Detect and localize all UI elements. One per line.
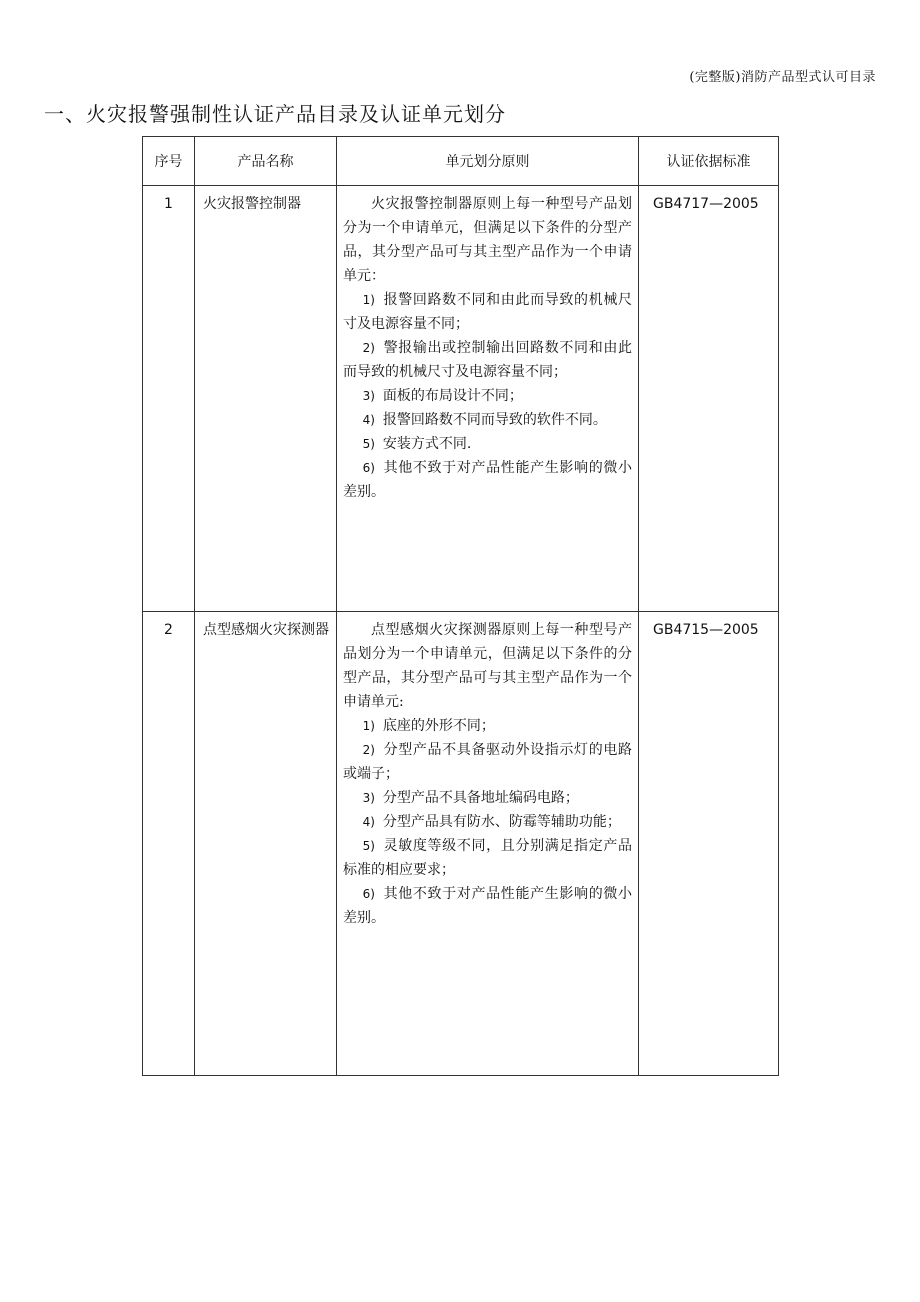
rule-item: 6) 其他不致于对产品性能产生影响的微小差别。 [343,886,632,926]
unit-division-rule [337,186,639,612]
rule-item: 2) 警报输出或控制输出回路数不同和由此而导致的机械尺寸及电源容量不同； [343,340,632,380]
column-header-standard: 认证依据标准 [639,137,779,186]
column-header-rule: 单元划分原则 [337,137,639,186]
column-header-name: 产品名称 [195,137,337,186]
rule-item: 5) 灵敏度等级不同，且分别满足指定产品标准的相应要求； [343,838,632,878]
row-number: 1 [143,186,195,612]
rule-item: 4) 分型产品具有防水、防霉等辅助功能； [362,814,621,830]
column-header-no: 序号 [143,137,195,186]
unit-division-rule [337,612,639,1076]
rule-intro: 火灾报警控制器原则上每一种型号产品划分为一个申请单元，但满足以下条件的分型产品，其分型产品可与其主型产品作为一个申请单元： [343,196,632,284]
rule-item: 3) 分型产品不具备地址编码电路； [362,790,579,806]
certification-table [142,136,779,1076]
rule-item: 1) 报警回路数不同和由此而导致的机械尺寸及电源容量不同； [343,292,632,332]
standard-code: GB4715—2005 [639,612,779,1076]
rule-item: 4) 报警回路数不同而导致的软件不同。 [362,412,607,428]
rule-item: 3) 面板的布局设计不同； [362,388,523,404]
product-name: 火灾报警控制器 [195,186,337,612]
rule-item: 1) 底座的外形不同； [362,718,495,734]
table-row [143,612,779,1076]
product-name: 点型感烟火灾探测器 [195,612,337,1076]
table-header-row [143,137,779,186]
standard-code: GB4717—2005 [639,186,779,612]
table-row [143,186,779,612]
document-header: (完整版)消防产品型式认可目录 [689,70,876,85]
rule-intro: 点型感烟火灾探测器原则上每一种型号产品划分为一个申请单元，但满足以下条件的分型产品，其分型产品可与其主型产品作为一个申请单元: [343,622,632,710]
rule-item: 5) 安装方式不同. [362,436,472,452]
row-number: 2 [143,612,195,1076]
rule-item: 6) 其他不致于对产品性能产生影响的微小差别。 [343,460,632,500]
rule-item: 2) 分型产品不具备驱动外设指示灯的电路或端子； [343,742,632,782]
section-title: 一、火灾报警强制性认证产品目录及认证单元划分 [44,102,506,126]
